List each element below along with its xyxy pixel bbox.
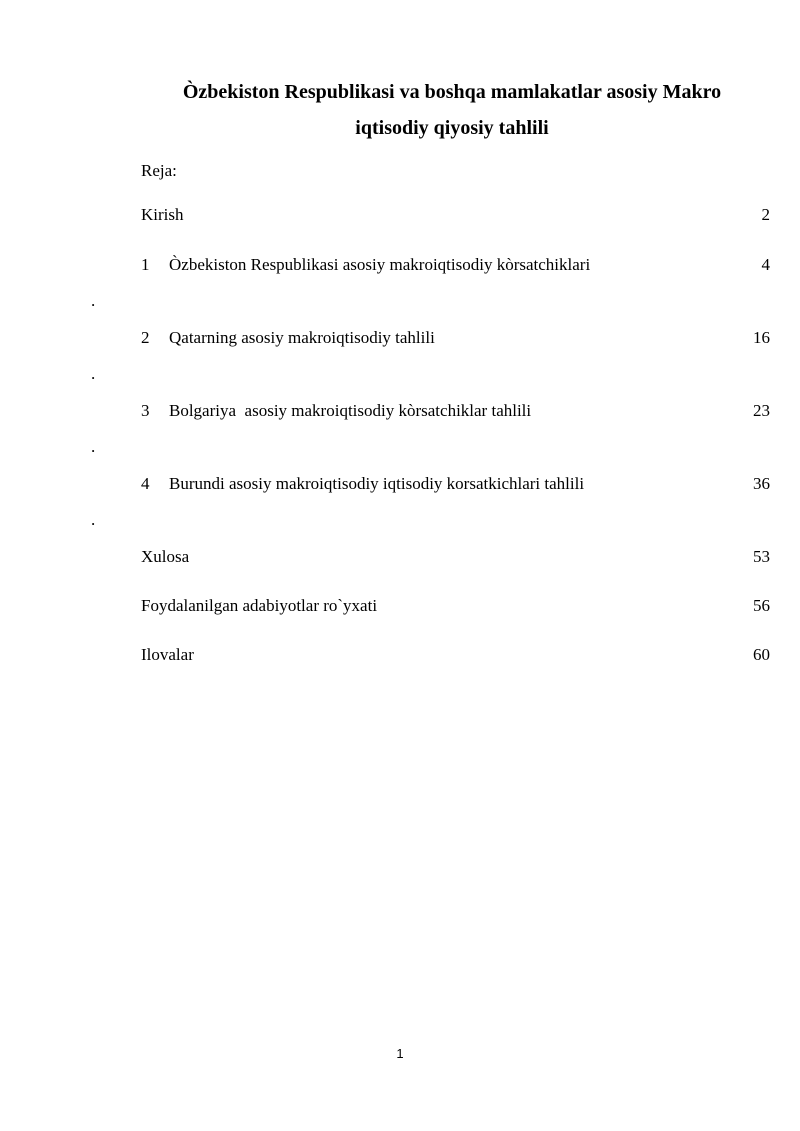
toc-item-title: Kirish: [141, 205, 184, 224]
toc-item-page: 16: [753, 328, 770, 347]
plan-label: Reja:: [141, 161, 177, 180]
toc-item-page: 53: [753, 547, 770, 566]
toc-item-page: 23: [753, 401, 770, 420]
list-marker: .: [91, 364, 96, 383]
toc-item-appendices: [141, 644, 770, 666]
toc-item-number: 2: [141, 328, 150, 347]
document-title-line-1: Òzbekiston Respublikasi va boshqa mamlakatlar asosiy Makro: [182, 81, 722, 103]
toc-item-chapter-1: [141, 254, 770, 276]
toc-item-number: 4: [141, 474, 150, 493]
toc-item-chapter-2: [141, 327, 770, 349]
toc-item-page: 56: [753, 596, 770, 615]
toc-item-number: 1: [141, 255, 150, 274]
toc-item-title: Ilovalar: [141, 645, 194, 664]
list-marker: .: [91, 437, 96, 456]
toc-item-chapter-3: [141, 400, 770, 422]
toc-item-page: 2: [761, 205, 770, 224]
toc-item-title: Burundi asosiy makroiqtisodiy iqtisodiy korsatkichlari tahlili: [169, 474, 585, 493]
toc-item-title: Foydalanilgan adabiyotlar ro`yxati: [141, 596, 378, 615]
toc-item-page: 4: [761, 255, 770, 274]
toc-item-title: Xulosa: [141, 547, 190, 566]
page-number: 1: [396, 1046, 404, 1061]
toc-item-number: 3: [141, 401, 150, 420]
toc-item-conclusion: [141, 546, 770, 568]
toc-item-page: 36: [753, 474, 770, 493]
toc-item-title: Òzbekiston Respublikasi asosiy makroiqtisodiy kòrsatchiklari: [169, 255, 591, 274]
list-marker: .: [91, 510, 96, 529]
toc-item-introduction: [141, 204, 770, 226]
document-title-line-2: iqtisodiy qiyosiy tahlili: [355, 117, 549, 139]
toc-item-title: Qatarning asosiy makroiqtisodiy tahlili: [169, 328, 435, 347]
list-marker: .: [91, 291, 96, 310]
toc-item-references: [141, 595, 770, 617]
toc-item-chapter-4: [141, 473, 770, 495]
toc-item-title: Bolgariya asosiy makroiqtisodiy kòrsatchiklar tahlili: [169, 401, 532, 420]
document-title: [120, 74, 760, 146]
toc-item-page: 60: [753, 645, 770, 664]
